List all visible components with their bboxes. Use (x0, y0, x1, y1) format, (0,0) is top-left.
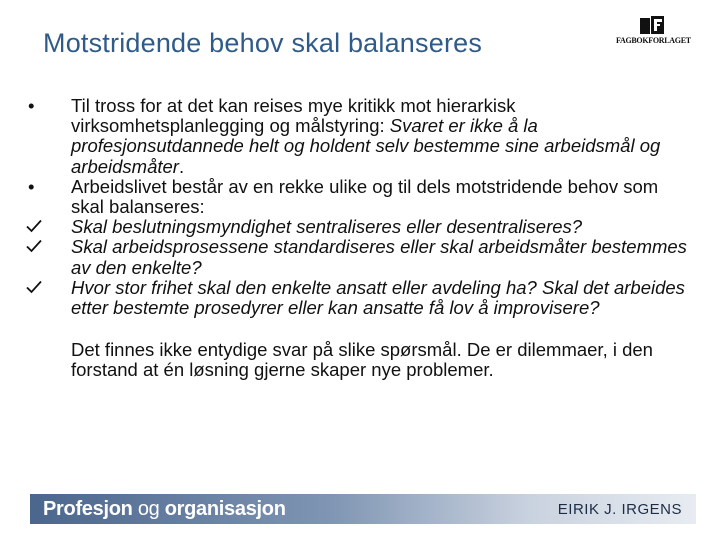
checkmark-icon (26, 239, 42, 253)
book-title (43, 498, 286, 521)
checkmark-icon (26, 280, 42, 294)
bullet-italic-text: Svaret er ikke å la profesjonsutdannede helt og holdent selv bestemme sine arbeidsmål og arbeidsmåter (71, 115, 661, 177)
book-title-part: organisasjon (164, 498, 286, 520)
bullet-text: Arbeidslivet består av en rekke ulike og til dels motstridende behov som skal balanseres: (71, 175, 659, 218)
footer-bar (30, 494, 696, 524)
book-title-part: og (137, 498, 160, 520)
publisher-logo (616, 14, 690, 50)
book-icon (640, 16, 664, 34)
book-title-part: Profesjon (43, 498, 133, 520)
check-item (26, 278, 690, 318)
check-item-text: Skal arbeidsprosessene standardiseres eller skal arbeidsmåter bestemmes av den enkelte? (71, 236, 687, 278)
check-item-text: Hvor stor frihet skal den enkelte ansatt eller avdeling ha? Skal det arbeides etter bestemte prosedyrer eller kan ansatte få lov å improvisere? (71, 276, 685, 319)
bullet-suffix: . (178, 155, 185, 177)
slide-title: Motstridende behov skal balanseres (43, 28, 483, 58)
bullet-text: Til tross for at det kan reises mye kritikk mot hierarkisk virksomhetsplanlegging og målstyring: (71, 95, 516, 137)
checkmark-icon (26, 219, 42, 233)
slide-body (26, 96, 690, 381)
logo-text: FAGBOKFORLAGET (616, 36, 691, 45)
bullet-marker: • (28, 95, 35, 116)
author-name: EIRIK J. IRGENS (557, 501, 682, 518)
bullet-marker: • (28, 175, 35, 197)
check-item-text: Skal beslutningsmyndighet sentraliseres eller desentraliseres? (71, 216, 583, 238)
bullet-item (26, 96, 690, 177)
conclusion-text: Det finnes ikke entydige svar på slike spørsmål. De er dilemmaer, i den forstand at én løsning gjerne skaper nye problemer. (71, 339, 653, 381)
check-item (26, 237, 690, 277)
bullet-item (26, 177, 690, 217)
check-item (26, 217, 690, 237)
